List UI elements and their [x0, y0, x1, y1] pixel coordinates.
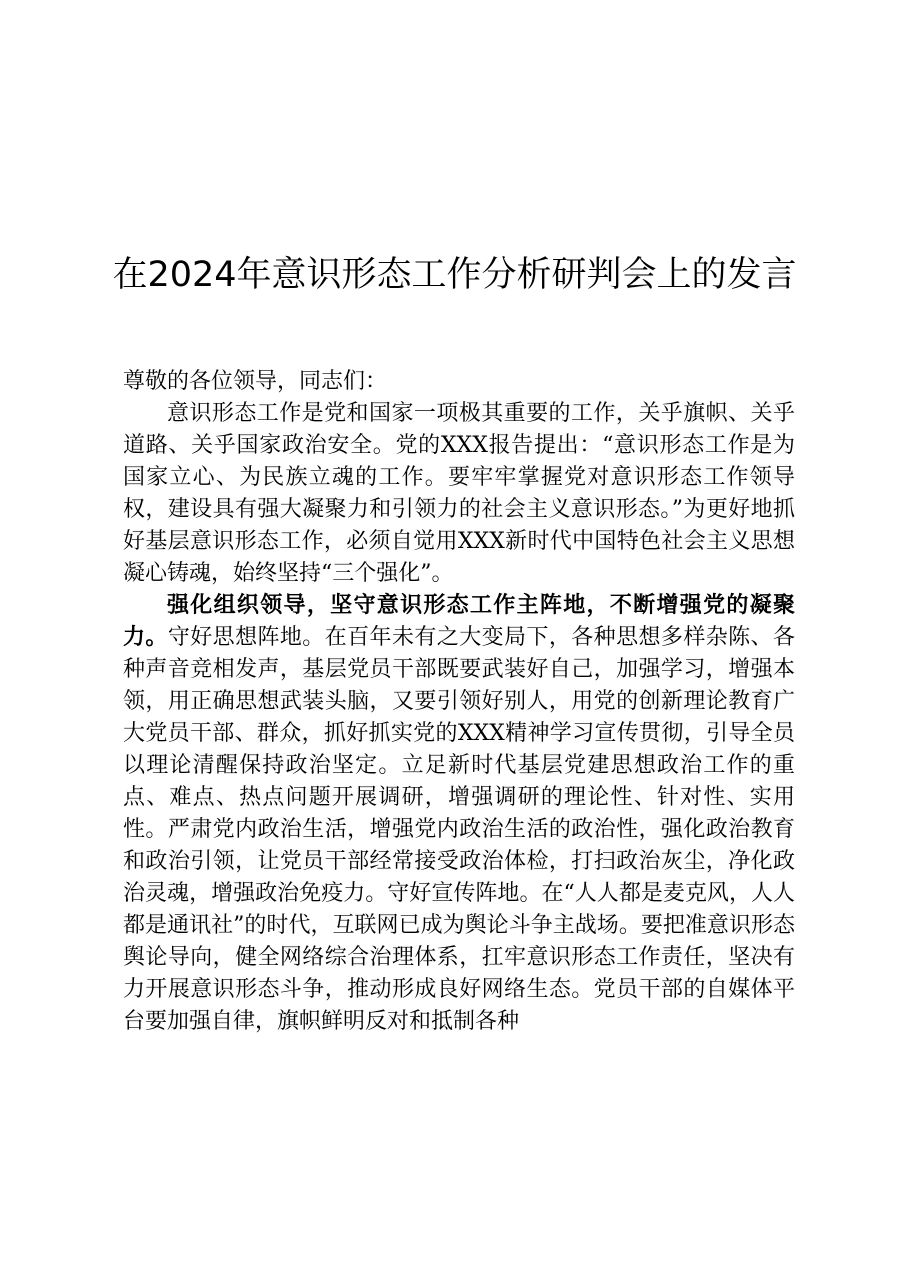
paragraph-2: [123, 590, 795, 1038]
document-body: [123, 366, 795, 1038]
document-title: 在2024年意识形态工作分析研判会上的发言: [112, 255, 797, 295]
paragraph-2-heading: 强化组织领导，坚守意识形态工作主阵地，不断增强党的凝聚力。: [123, 593, 795, 650]
paragraph-2-text: 守好思想阵地。在百年未有之大变局下，各种思想多样杂陈、各种声音竞相发声，基层党员干部既要武装好自己，加强学习，增强本领，用正确思想武装头脑，又要引领好别人，用党的创新理论教育广大党员干部、群众，抓好抓实党的XXX精神学习宣传贯彻，引导全员以理论清醒保持政治坚定。立足新时代基层党建思想政治工作的重点、难点、热点问题开展调研，增强调研的理论性、针对性、实用性。严肃党内政治生活，增强党内政治生活的政治性，强化政治教育和政治引领，让党员干部经常接受政治体检，打扫政治灰尘，净化政治灵魂，增强政治免疫力。守好宣传阵地。在“人人都是麦克风，人人都是通讯社”的时代，互联网已成为舆论斗争主战场。要把准意识形态舆论导向，健全网络综合治理体系，扛牢意识形态工作责任，坚决有力开展意识形态斗争，推动形成良好网络生态。党员干部的自媒体平台要加强自律，旗帜鲜明反对和抵制各种: [123, 625, 795, 1034]
salutation: 尊敬的各位领导，同志们：: [123, 369, 388, 394]
paragraph-1: 意识形态工作是党和国家一项极其重要的工作，关乎旗帜、关乎道路、关乎国家政治安全。党的XXX报告提出：“意识形态工作是为国家立心、为民族立魂的工作。要牢牢掌握党对意识形态工作领导权，建设具有强大凝聚力和引领力的社会主义意识形态。”为更好地抓好基层意识形态工作，必须自觉用XXX新时代中国特色社会主义思想凝心铸魂，始终坚持“三个强化”。: [123, 401, 795, 586]
